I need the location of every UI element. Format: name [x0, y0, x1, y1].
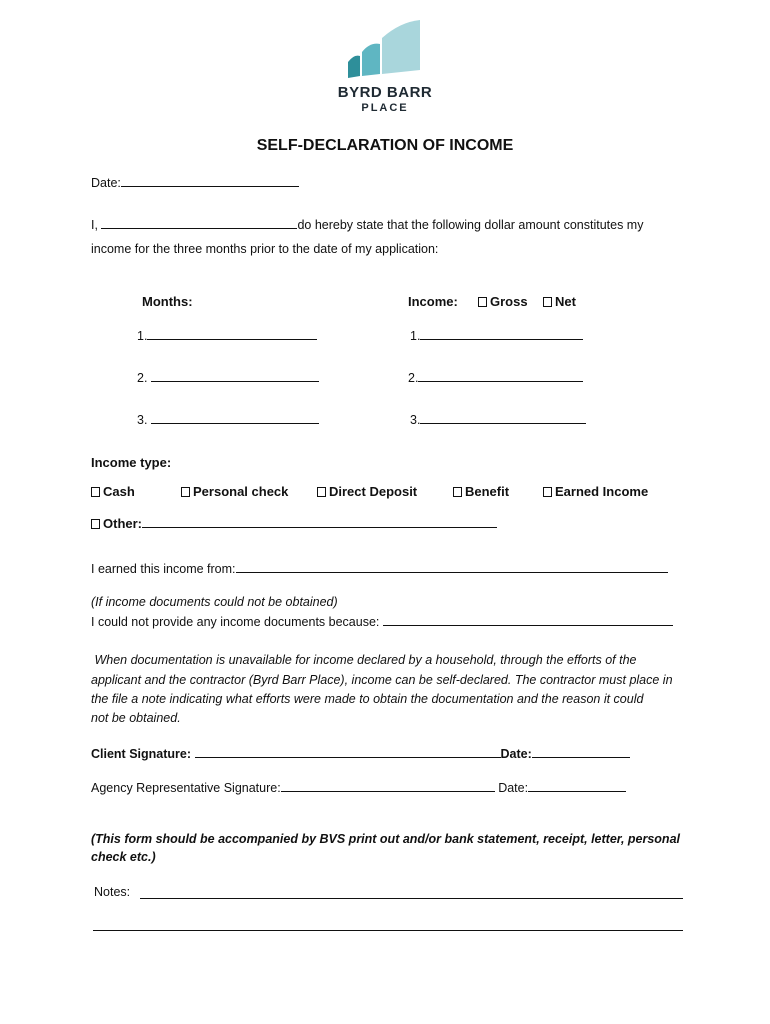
agency-signature-row [91, 781, 626, 795]
month-row-1 [137, 329, 317, 343]
option-other [91, 516, 497, 531]
months-header: Months: [142, 294, 193, 309]
option-label: Cash [103, 484, 135, 499]
earned-from-label: I earned this income from: [91, 562, 236, 576]
income-row-1 [410, 329, 583, 343]
paragraph-line: When documentation is unavailable for income declared by a household, through the efforts of the [91, 653, 637, 667]
option-label: Benefit [465, 484, 510, 499]
no-docs-field[interactable] [383, 615, 673, 626]
net-checkbox[interactable] [543, 297, 552, 307]
month-row-2 [137, 371, 319, 385]
earned-from-field[interactable] [236, 562, 668, 573]
option-direct-deposit[interactable] [317, 484, 417, 499]
month-field-2[interactable] [151, 371, 319, 382]
gross-option[interactable] [478, 294, 528, 309]
notes-label: Notes: [94, 885, 131, 899]
option-label: Earned Income [555, 484, 649, 499]
option-label: Personal check [193, 484, 289, 499]
no-docs-note: (If income documents could not be obtained) [91, 595, 338, 609]
statement-line2: income for the three months prior to the date of my application: [91, 242, 439, 256]
income-type-label: Income type: [91, 455, 172, 470]
gross-checkbox[interactable] [478, 297, 487, 307]
month-field-1[interactable] [147, 329, 317, 340]
logo-mark-icon [330, 18, 440, 80]
page-title: SELF-DECLARATION OF INCOME [256, 137, 514, 154]
income-row-3 [410, 413, 586, 427]
income-field-1[interactable] [420, 329, 583, 340]
cash-checkbox[interactable] [91, 487, 100, 497]
row-number: 2. [408, 371, 419, 385]
row-number: 1. [410, 329, 421, 343]
option-benefit[interactable] [453, 484, 509, 499]
agency-signature-field[interactable] [281, 781, 495, 792]
client-date-field[interactable] [532, 747, 630, 758]
agency-signature-label: Agency Representative Signature: [91, 781, 281, 795]
accompany-line: check etc.) [91, 850, 156, 864]
option-earned-income[interactable] [543, 484, 648, 499]
notes-line-1[interactable] [140, 898, 683, 899]
accompany-line: (This form should be accompanied by BVS print out and/or bank statement, receipt, letter, personal [91, 832, 680, 846]
client-signature-label: Client Signature: [91, 747, 192, 761]
month-row-3 [137, 413, 319, 427]
income-row-2 [408, 371, 583, 385]
byrd-barr-logo [330, 18, 440, 118]
paragraph-line: applicant and the contractor (Byrd Barr Place), income can be self-declared. The contractor must place in [91, 673, 673, 687]
other-label: Other: [103, 516, 142, 531]
client-signature-field[interactable] [195, 747, 501, 758]
other-checkbox[interactable] [91, 519, 100, 529]
personal-check-checkbox[interactable] [181, 487, 190, 497]
logo-line1: BYRD BARR [337, 84, 433, 101]
client-signature-row [91, 747, 630, 761]
earned-from-row [91, 562, 668, 576]
no-docs-label: I could not provide any income documents because: [91, 615, 380, 629]
paragraph-line: the file a note indicating what efforts were made to obtain the documentation and the reason it could [91, 692, 644, 706]
statement-text1: do hereby state that the following dollar amount constitutes my [297, 218, 644, 232]
month-field-3[interactable] [151, 413, 319, 424]
date-row [91, 176, 299, 190]
row-number: 1. [137, 329, 148, 343]
client-date-label: Date: [500, 747, 532, 761]
row-number: 3. [137, 413, 148, 427]
date-label: Date: [91, 176, 121, 190]
no-docs-row [91, 615, 673, 629]
row-number: 3. [410, 413, 421, 427]
gross-label: Gross [490, 294, 528, 309]
benefit-checkbox[interactable] [453, 487, 462, 497]
agency-date-field[interactable] [528, 781, 626, 792]
logo-line2: PLACE [361, 102, 409, 114]
option-cash[interactable] [91, 484, 135, 499]
other-field[interactable] [142, 517, 497, 528]
date-field[interactable] [121, 176, 299, 187]
statement-prefix: I, [91, 218, 98, 232]
row-number: 2. [137, 371, 148, 385]
paragraph-line: not be obtained. [91, 711, 181, 725]
net-option[interactable] [543, 294, 576, 309]
income-field-2[interactable] [418, 371, 583, 382]
option-personal-check[interactable] [181, 484, 288, 499]
option-label: Direct Deposit [329, 484, 418, 499]
name-field[interactable] [101, 218, 297, 229]
statement-line1 [91, 218, 643, 232]
income-header: Income: [408, 294, 458, 309]
notes-line-2[interactable] [93, 930, 683, 931]
agency-date-label: Date: [498, 781, 529, 795]
direct-deposit-checkbox[interactable] [317, 487, 326, 497]
income-field-3[interactable] [420, 413, 586, 424]
net-label: Net [555, 294, 576, 309]
earned-income-checkbox[interactable] [543, 487, 552, 497]
